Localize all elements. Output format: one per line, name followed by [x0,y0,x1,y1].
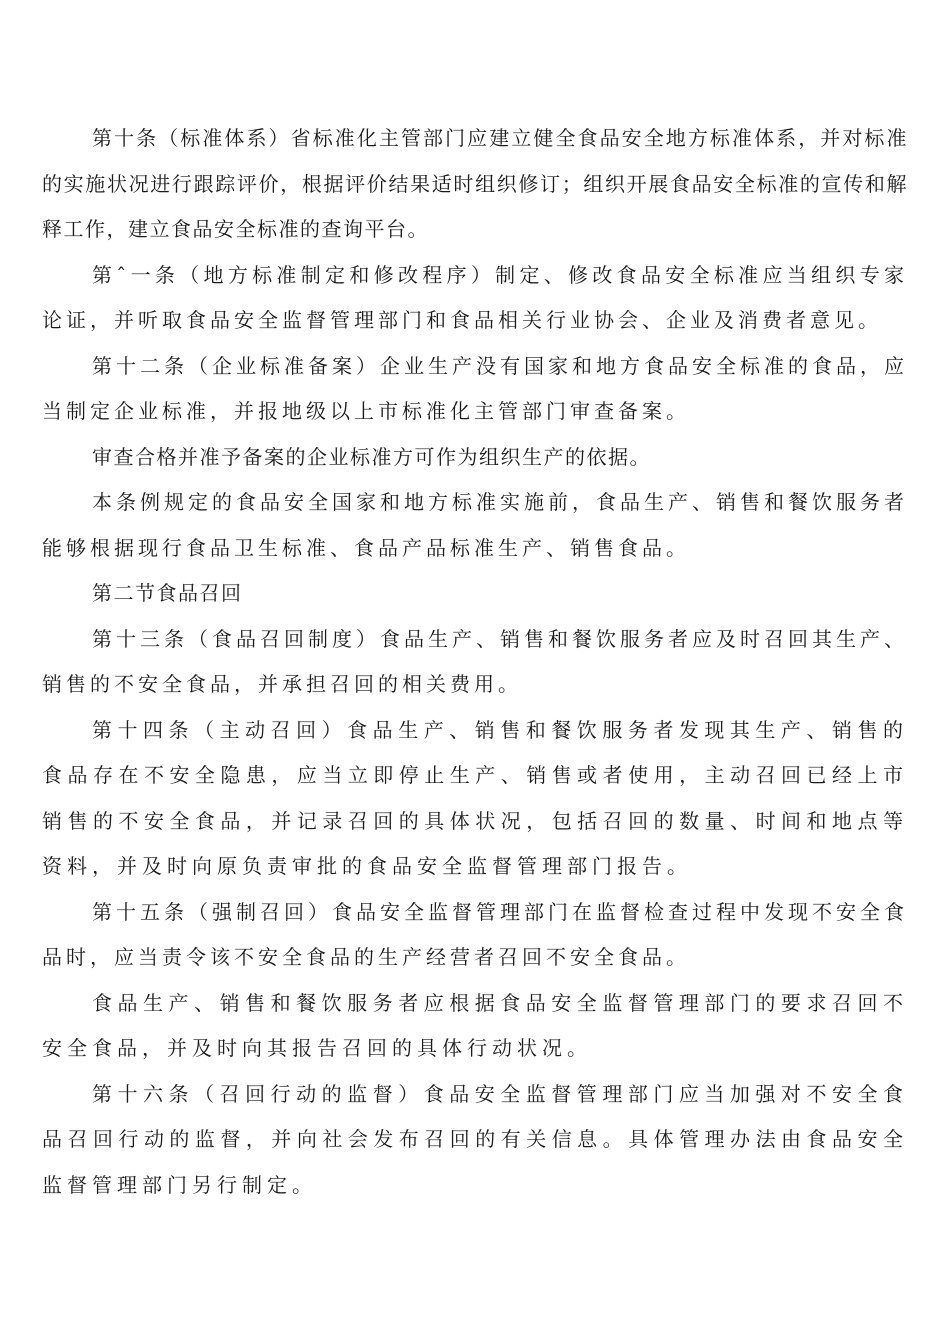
article-14-paragraph: 第十四条（主动召回）食品生产、销售和餐饮服务者发现其生产、销售的食品存在不安全隐患，应当立即停止生产、销售或者使用，主动召回已经上市销售的不安全食品，并记录召回的具体状况，包括召回的数量、时间和地点等资料，并及时向原负责审批的食品安全监督管理部门报告。 [42,717,908,878]
article-12-paragraph: 第十二条（企业标准备案）企业生产没有国家和地方食品安全标准的食品，应当制定企业标准，并报地级以上市标准化主管部门审查备案。 [42,353,908,423]
section-heading: 第二节食品召回 [92,581,243,605]
article-10-paragraph: 第十条（标准体系）省标准化主管部门应建立健全食品安全地方标准体系，并对标准的实施状况进行跟踪评价，根据评价结果适时组织修订；组织开展食品安全标准的宣传和解释工作，建立食品安全标准的查询平台。 [42,126,908,241]
document-body [42,116,908,1208]
article-16-paragraph: 第十六条（召回行动的监督）食品安全监督管理部门应当加强对不安全食品召回行动的监督，并向社会发布召回的有关信息。具体管理办法由食品安全监督管理部门另行制定。 [42,1081,908,1197]
article-15-paragraph: 第十五条（强制召回）食品安全监督管理部门在监督检查过程中发现不安全食品时，应当责令该不安全食品的生产经营者召回不安全食品。 [42,899,908,969]
article-12-note-paragraph: 审查合格并准予备案的企业标准方可作为组织生产的依据。 [92,444,651,469]
article-15-supplement-paragraph: 食品生产、销售和餐饮服务者应根据食品安全监督管理部门的要求召回不安全食品，并及时向其报告召回的具体行动状况。 [42,990,908,1060]
article-12-transition-paragraph: 本条例规定的食品安全国家和地方标准实施前，食品生产、销售和餐饮服务者能够根据现行食品卫生标准、食品产品标准生产、销售食品。 [42,490,908,560]
article-11-paragraph: 第ˆ一条（地方标准制定和修改程序）制定、修改食品安全标准应当组织专家论证，并听取食品安全监督管理部门和食品相关行业协会、企业及消费者意见。 [42,262,908,332]
article-13-paragraph: 第十三条（食品召回制度）食品生产、销售和餐饮服务者应及时召回其生产、销售的不安全食品，并承担召回的相关费用。 [42,626,908,696]
